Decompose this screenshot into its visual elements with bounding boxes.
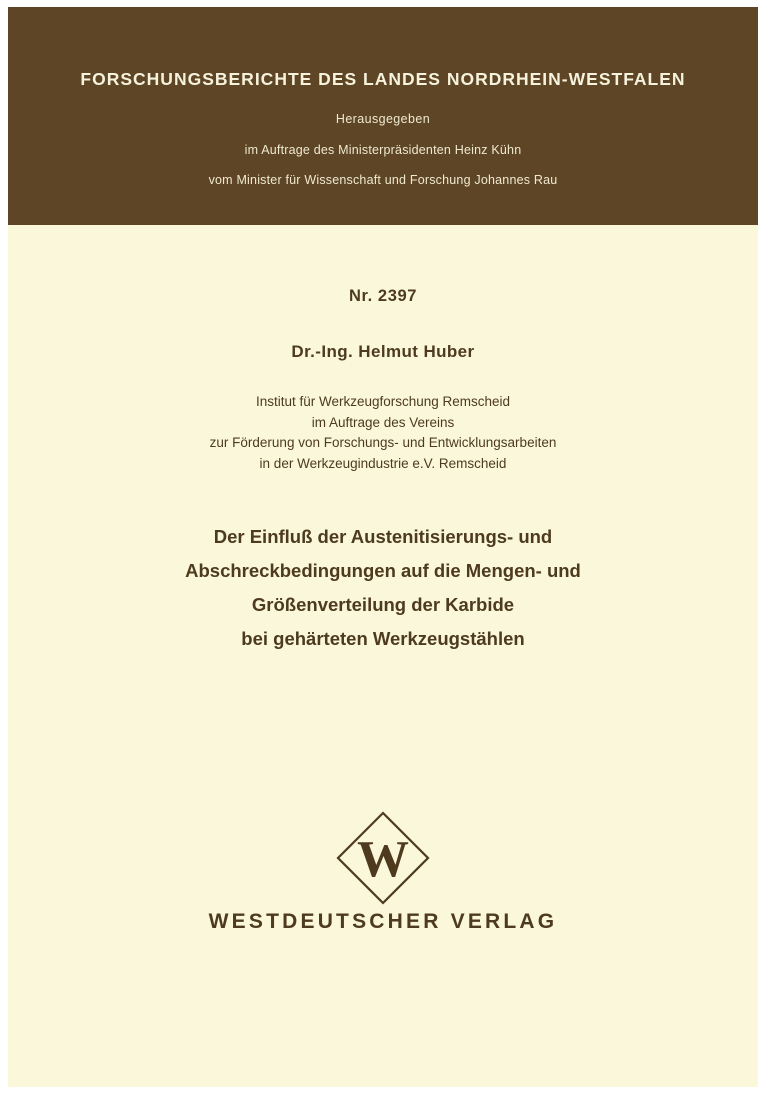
header-band <box>8 7 758 225</box>
report-number: Nr. 2397 <box>348 287 418 305</box>
title-line: Größenverteilung der Karbide <box>251 594 515 615</box>
series-title: FORSCHUNGSBERICHTE DES LANDES NORDRHEIN-WESTFALEN <box>80 69 686 89</box>
editor-line-2: vom Minister für Wissenschaft und Forschung Johannes Rau <box>208 173 558 187</box>
author-name: Dr.-Ing. Helmut Huber <box>291 342 475 361</box>
affiliation-line: zur Förderung von Forschungs- und Entwicklungsarbeiten <box>209 435 557 450</box>
title-line: bei gehärteten Werkzeugstählen <box>241 628 525 649</box>
affiliation-line: Institut für Werkzeugforschung Remscheid <box>255 394 511 409</box>
title-line: Der Einfluß der Austenitisierungs- und <box>213 526 553 547</box>
cover-body <box>8 225 758 1087</box>
book-title <box>8 520 758 656</box>
affiliation-block <box>8 392 758 474</box>
publisher-logo <box>8 810 758 911</box>
affiliation-line: in der Werkzeugindustrie e.V. Remscheid <box>259 455 507 471</box>
svg-text:W: W <box>357 831 409 888</box>
editor-line-1: im Auftrage des Ministerpräsidenten Heinz Kühn <box>244 143 522 157</box>
affiliation-line: im Auftrage des Vereins <box>311 414 455 430</box>
westdeutscher-verlag-logo-icon <box>335 810 431 906</box>
publisher-name: WESTDEUTSCHER VERLAG <box>208 910 558 933</box>
title-line: Abschreckbedingungen auf die Mengen- und <box>185 560 581 581</box>
editor-label: Herausgegeben <box>335 112 431 126</box>
